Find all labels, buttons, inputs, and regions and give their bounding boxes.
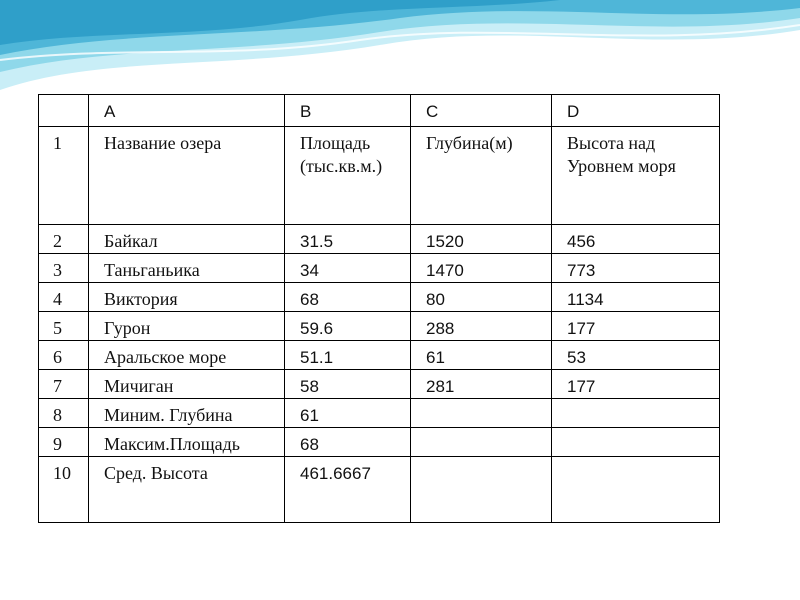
row-number: 5 <box>39 312 89 341</box>
table-row <box>39 457 720 523</box>
row-number: 3 <box>39 254 89 283</box>
table-row <box>39 312 720 341</box>
row-number: 9 <box>39 428 89 457</box>
col-header-a: A <box>89 95 285 127</box>
corner-cell <box>39 95 89 127</box>
cell-area: 59.6 <box>285 312 411 341</box>
cell-depth: 1470 <box>411 254 552 283</box>
table-row <box>39 341 720 370</box>
cell-depth: 61 <box>411 341 552 370</box>
cell-name: Миним. Глубина <box>89 399 285 428</box>
cell-area: 31.5 <box>285 225 411 254</box>
cell-altitude: 773 <box>552 254 720 283</box>
cell-area: 34 <box>285 254 411 283</box>
cell-name: Аральское море <box>89 341 285 370</box>
cell-depth <box>411 457 552 523</box>
col-header-b: B <box>285 95 411 127</box>
cell-depth <box>411 399 552 428</box>
column-header-row <box>39 95 720 127</box>
cell-area: 68 <box>285 428 411 457</box>
col-header-d: D <box>552 95 720 127</box>
row-number: 1 <box>39 127 89 225</box>
cell-altitude: 53 <box>552 341 720 370</box>
cell-altitude: Высота над Уровнем моря <box>552 127 720 225</box>
cell-depth: 288 <box>411 312 552 341</box>
table-row <box>39 225 720 254</box>
cell-altitude <box>552 457 720 523</box>
table-row <box>39 127 720 225</box>
lakes-table <box>38 94 720 523</box>
cell-depth: 80 <box>411 283 552 312</box>
cell-altitude: 1134 <box>552 283 720 312</box>
cell-name: Байкал <box>89 225 285 254</box>
cell-name: Мичиган <box>89 370 285 399</box>
cell-name: Таньганьика <box>89 254 285 283</box>
cell-altitude <box>552 428 720 457</box>
cell-depth <box>411 428 552 457</box>
cell-name: Гурон <box>89 312 285 341</box>
cell-name: Максим.Площадь <box>89 428 285 457</box>
cell-altitude <box>552 399 720 428</box>
row-number: 10 <box>39 457 89 523</box>
cell-area: Площадь (тыс.кв.м.) <box>285 127 411 225</box>
row-number: 8 <box>39 399 89 428</box>
cell-area: 61 <box>285 399 411 428</box>
row-number: 7 <box>39 370 89 399</box>
table-row <box>39 399 720 428</box>
cell-area: 51.1 <box>285 341 411 370</box>
cell-altitude: 177 <box>552 370 720 399</box>
table-row <box>39 370 720 399</box>
cell-name: Виктория <box>89 283 285 312</box>
row-number: 6 <box>39 341 89 370</box>
table-row <box>39 428 720 457</box>
table-row <box>39 254 720 283</box>
cell-depth: Глубина(м) <box>411 127 552 225</box>
cell-depth: 281 <box>411 370 552 399</box>
cell-altitude: 177 <box>552 312 720 341</box>
row-number: 2 <box>39 225 89 254</box>
cell-depth: 1520 <box>411 225 552 254</box>
cell-altitude: 456 <box>552 225 720 254</box>
row-number: 4 <box>39 283 89 312</box>
col-header-c: C <box>411 95 552 127</box>
cell-area: 68 <box>285 283 411 312</box>
wave-decoration <box>0 0 800 100</box>
cell-area: 461.6667 <box>285 457 411 523</box>
cell-area: 58 <box>285 370 411 399</box>
cell-name: Название озера <box>89 127 285 225</box>
cell-name: Сред. Высота <box>89 457 285 523</box>
table-row <box>39 283 720 312</box>
